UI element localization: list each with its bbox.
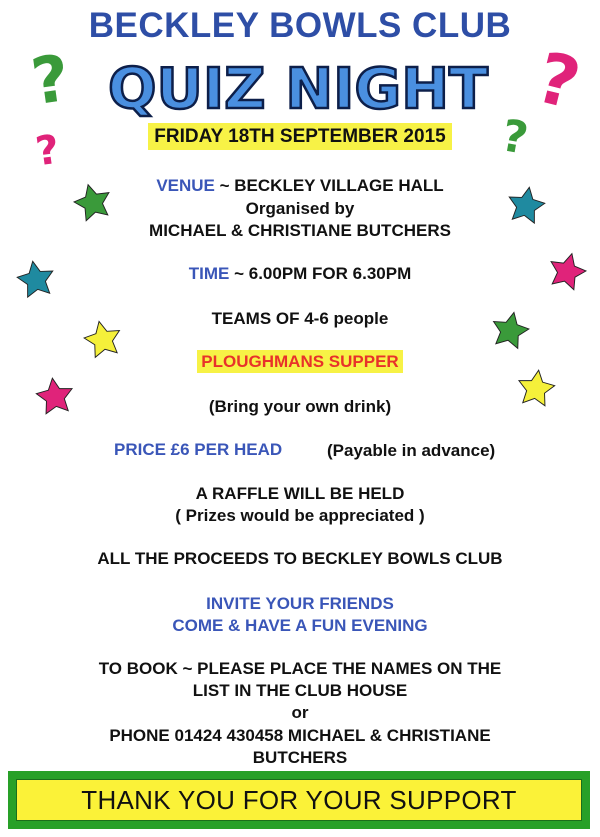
venue-value: BECKLEY VILLAGE HALL xyxy=(234,176,444,195)
venue-sep: ~ xyxy=(214,176,235,195)
thank-you-banner xyxy=(8,771,590,829)
question-mark-icon: ? xyxy=(27,41,75,121)
drink-note: (Bring your own drink) xyxy=(208,397,392,416)
organiser-names: MICHAEL & CHRISTIANE BUTCHERS xyxy=(149,221,451,240)
raffle-prizes: ( Prizes would be appreciated ) xyxy=(175,506,425,525)
organised-by: Organised by xyxy=(245,199,355,218)
booking-phone: PHONE 01424 430458 MICHAEL & CHRISTIANE xyxy=(109,726,491,745)
invite-line-2: COME & HAVE A FUN EVENING xyxy=(172,616,428,635)
price-text: PRICE £6 PER HEAD xyxy=(114,440,283,459)
venue-line xyxy=(0,175,600,197)
club-name: BECKLEY BOWLS CLUB xyxy=(88,6,512,45)
question-mark-icon: ? xyxy=(32,126,63,176)
invite-line-1: INVITE YOUR FRIENDS xyxy=(206,594,394,613)
booking-or: or xyxy=(291,703,309,722)
thank-you-text: THANK YOU FOR YOUR SUPPORT xyxy=(16,779,582,821)
question-mark-icon: ? xyxy=(497,110,532,165)
price-note: (Payable in advance) xyxy=(327,441,496,460)
time-line xyxy=(0,263,600,285)
quiz-night-text: QUIZ NIGHT xyxy=(108,57,488,120)
event-date-text: FRIDAY 18TH SEPTEMBER 2015 xyxy=(148,123,451,150)
booking-line-5: BUTCHERS xyxy=(252,748,348,767)
price-label xyxy=(114,439,282,461)
supper-line xyxy=(0,351,600,373)
event-date xyxy=(0,126,600,148)
time-sep: ~ xyxy=(229,264,249,283)
venue-label: VENUE xyxy=(156,176,215,195)
teams-info: TEAMS OF 4-6 people xyxy=(211,309,389,328)
raffle-line: A RAFFLE WILL BE HELD xyxy=(195,484,405,503)
booking-line-2: LIST IN THE CLUB HOUSE xyxy=(192,681,408,700)
proceeds-line: ALL THE PROCEEDS TO BECKLEY BOWLS CLUB xyxy=(97,549,503,568)
time-label: TIME xyxy=(188,264,230,283)
time-value: 6.00PM FOR 6.30PM xyxy=(248,264,412,283)
question-mark-icon: ? xyxy=(528,36,588,126)
supper-text: PLOUGHMANS SUPPER xyxy=(197,350,402,373)
booking-line-1: TO BOOK ~ PLEASE PLACE THE NAMES ON THE xyxy=(98,659,502,678)
